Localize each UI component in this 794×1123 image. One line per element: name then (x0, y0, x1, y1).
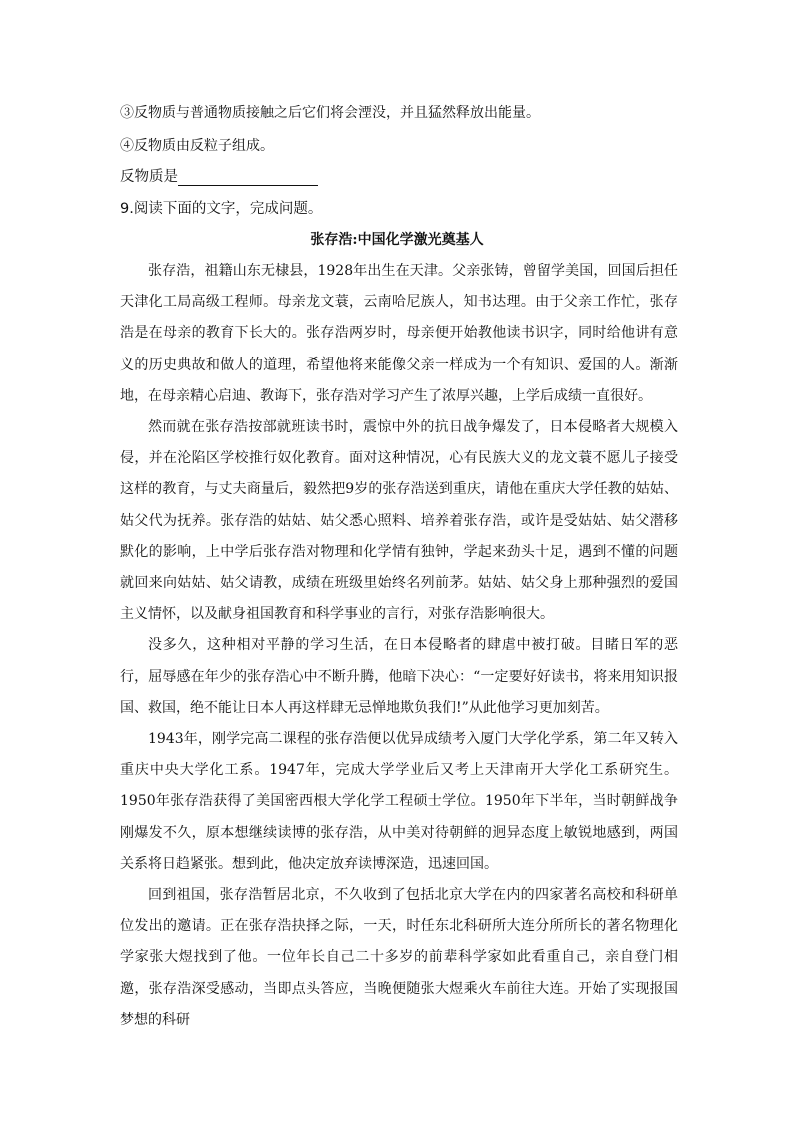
article-paragraph: 张存浩，祖籍山东无棣县，1928年出生在天津。父亲张铸，曾留学美国，回国后担任天津化工局高级工程师。母亲龙文蓑，云南哈尼族人，知书达理。由于父亲工作忙，张存浩是在母亲的教育下长大的。张存浩两岁时，母亲便开始教他读书识字，同时给他讲有意义的历史典故和做人的道理，希望他将来能像父亲一样成为一个有知识、爱国的人。渐渐地，在母亲精心启迪、教诲下，张存浩对学习产生了浓厚兴趣，上学后成绩一直很好。 (120, 263, 678, 404)
article-paragraph: 1943年，刚学完高二课程的张存浩便以优异成绩考入厦门大学化学系，第二年又转入重庆中央大学化工系。1947年，完成大学学业后又考上天津南开大学化工系研究生。1950年张存浩获得了美国密西根大学化学工程硕士学位。1950年下半年，当时朝鲜战争刚爆发不久，原本想继续读博的张存浩，从中美对待朝鲜的迥异态度上敏锐地感到，两国关系将日趋紧张。想到此，他决定放弃读博深造，迅速回国。 (120, 731, 678, 872)
article-paragraph: 然而就在张存浩按部就班读书时，震惊中外的抗日战争爆发了，日本侵略者大规模入侵，并在沦陷区学校推行奴化教育。面对这种情况，心有民族大义的龙文蓑不愿儿子接受这样的教育，与丈夫商量后，毅然把9岁的张存浩送到重庆，请他在重庆大学任教的姑姑、姑父代为抚养。张存浩的姑姑、姑父悉心照料、培养着张存浩，或许是受姑姑、姑父潜移默化的影响，上中学后张存浩对物理和化学情有独钟，学起来劲头十足，遇到不懂的问题就回来向姑姑、姑父请教，成绩在班级里始终名列前茅。姑姑、姑父身上那种强烈的爱国主义情怀，以及献身祖国教育和科学事业的言行，对张存浩影响很大。 (120, 419, 678, 623)
question-9-instruction: 9.阅读下面的文字，完成问题。 (120, 201, 323, 217)
article-paragraph: 回到祖国，张存浩暂居北京，不久收到了包括北京大学在内的四家著名高校和科研单位发出的邀请。正在张存浩抉择之际，一天，时任东北科研所大连分所所长的著名物理化学家张大煜找到了他。一位年长自己二十多岁的前辈科学家如此看重自己，亲自登门相邀，张存浩深受感动，当即点头答应，当晚便随张大煜乘火车前往大连。开始了实现报国梦想的科研 (120, 887, 678, 1028)
answer-blank (178, 169, 318, 186)
answer-prompt-label: 反物质是 (120, 169, 178, 185)
option-4-text: ④反物质由反粒子组成。 (120, 138, 274, 154)
article-title: 张存浩:中国化学激光奠基人 (310, 232, 484, 248)
article-body (120, 256, 678, 1036)
article-paragraph: 没多久，这种相对平静的学习生活，在日本侵略者的肆虐中被打破。目睹日军的恶行，屈辱感在年少的张存浩心中不断升腾，他暗下决心：“一定要好好读书，将来用知识报国、救国，绝不能让日本人再这样肆无忌惮地欺负我们!”从此他学习更加刻苦。 (120, 637, 678, 716)
answer-prompt-line (120, 165, 318, 186)
option-3-text: ③反物质与普通物质接触之后它们将会湮没，并且猛然释放出能量。 (120, 105, 540, 121)
